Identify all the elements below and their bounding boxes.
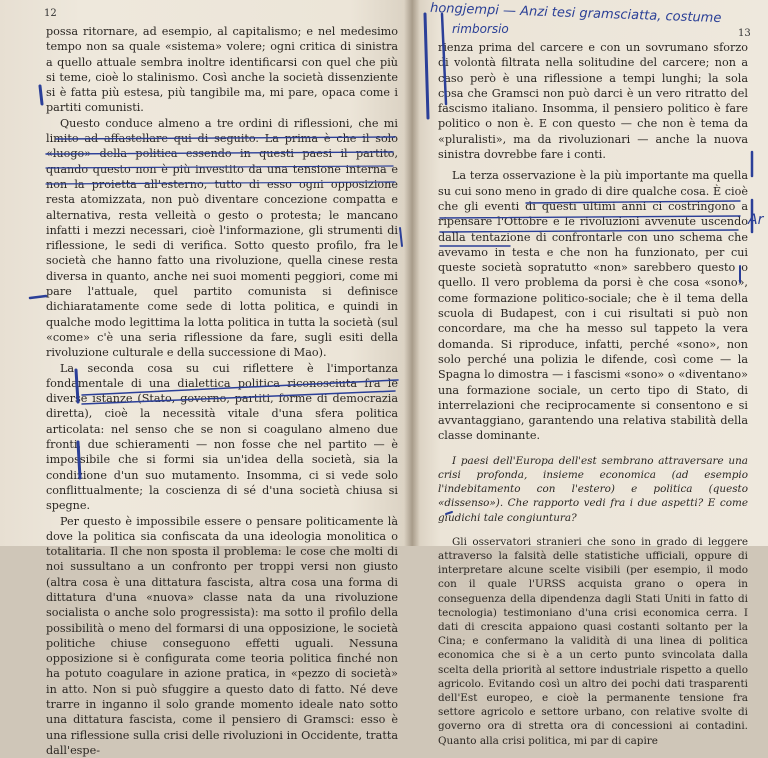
paragraph: La terza osservazione è la più importante ma quella su cui sono meno in grado di dire qualche cosa. È cioè che gli eventi di questi ultimi anni ci costringono a ripensare l'Ottobre e le rivoluzioni avvenute uscendo dalla tentazione di confrontarle con uno schema che avevamo in testa e che non ha funzionato, per cui queste società sopratutto «non» sarebbero questo o quello. Il vero problema da porsi è che cosa «sono», come formazione politico-sociale; che è il tema della scuola di Budapest, con i cui risultati si può non concordare, ma che ha messo sul tappeto la vera domanda. Si riproduce, infatti, perché «sono», non solo perché una polizia le difende, così come — la Spagna lo dimostra — i fascismi «sono» o «diventano» una formazione sociale, un certo tipo di Stato, di interrelazioni che reciprocamente si consentono e si avvantaggiano, garantendo una relativa stabilità della classe dominante. [438,168,748,443]
paragraph: possa ritornare, ad esempio, al capitalismo; e nel medesimo tempo non sa quale «sistema» volere; ogni critica di sinistra a quello attuale sembra inoltre identificarsi con quel che più si teme, cioè lo stalinismo. Così anche la società dissenziente si è fatta più estesa, più tangibile ma, mi pare, opaca come i partiti comunisti. [46,24,398,116]
handwritten-margin-note: Ar [748,212,763,228]
paragraph: Questo conduce almeno a tre ordini di riflessioni, che mi limito ad affastellare qui di seguito. La prima è che il solo «luogo» della politica essendo in questi paesi il partito, quando questo non è più investito da una tensione interna e non la proietta all'esterno, tutto di esso ogni opposizione resta atomizzata, non può diventare concezione compatta e alternativa, resta velleità o gesto o protesta; le mancano infatti i mezzi necessari, cioè l'informazione, gli strumenti di riflessione, le sedi di verifica. Sotto questo profilo, fra le società che hanno fatto una rivoluzione, quella cinese resta diversa in quanto, anche nei suoi momenti peggiori, come mi pare l'attuale, quel partito comunista si definisce dichiaratamente come sede di lotta politica, e quindi in qualche modo legittima la lotta politica in tutta la società (sul «come» c'è una seria riflessione da fare, sugli esiti della rivoluzione culturale e della successione di Mao). [46,116,398,361]
right-page [412,0,768,546]
right-page-text [438,40,748,748]
left-page-text [46,24,398,758]
page-number-right: 13 [738,28,751,39]
paragraph: Per questo è impossibile essere o pensare politicamente là dove la politica sia confiscata da una ideologia monolitica o totalitaria. Il che non sposta il problema: le cose che molti di noi sussultano a un confronto per troppi versi non giusto (altra cosa è una dittatura fascista, altra cosa una forma di dittatura d'una «nuova» classe nata da una rivoluzione socialista o anche solo progressista): ma sotto il profilo della possibilità o meno del formarsi di una opposizione, le società politiche chiuse conseguono effetti uguali. Nessuna opposizione si è configurata come teoria politica finché non ha potuto coagulare in azione pratica, in «pezzo di società» in atto. Non si può sfuggire a questo dato di fatto. Né deve trarre in inganno il solo grande momento ideale nato sotto una dittatura fascista, come il pensiero di Gramsci: esso è una riflessione sulla crisi delle rivoluzioni in Occidente, tratta dall'espe- [46,514,398,758]
paragraph: La seconda cosa su cui riflettere è l'importanza fondamentale di una dialettica politica riconosciuta fra le diverse istanze (Stato, governo, partiti, forme di democrazia diretta), cioè la necessità vitale d'una sfera politica articolata: nel senso che se non si coagulano almeno due fronti, due schieramenti — non fosse che nel partito — è impossibile che si formi sia un'idea della società, sia la condizione d'un suo mutamento. Insomma, ci si vede solo conflittualmente; la coscienza di sé d'una società chiusa si spegne. [46,361,398,514]
paragraph: rienza prima del carcere e con un sovrumano sforzo di volontà filtrata nella solitudine del carcere; non a caso però è una riflessione a tempi lunghi; la sola cosa che Gramsci non può darci è un vero ritratto del fascismo italiano. Insomma, il pensiero politico è fare politico o non è. E con questo — che non è tema da «pluralisti», ma da rivoluzionari — anche la nuova sinistra dovrebbe fare i conti. [438,40,748,162]
interview-answer: Gli osservatori stranieri che sono in grado di leggere attraverso la falsità delle statistiche ufficiali, oppure di interpretare alcune scelte visibili (per esempio, il modo con il quale l'URSS acquista grano o opera in conseguenza della dipendenza dagli Stati Uniti in fatto di tecnologia) testimoniano d'una crisi economica cerra. I dati di crescita appaiono quasi costanti soltanto per la Cina; e confermano la validità di una linea di politica economica che si è a un certo punto svincolata dalla scelta della priorità al settore industriale rispetto a quello agricolo. Evitando così un altro dei pochi dati trasparenti dell'Est europeo, e cioè la permanente tensione fra settore agricolo e settore urbano, con relative svolte di governo ora di stretta ora di concessioni ai contadini. Quanto alla crisi politica, mi par di capire [438,535,748,748]
interview-question: I paesi dell'Europa dell'est sembrano attraversare una crisi profonda, insieme economica (ad esempio l'indebitamento con l'estero) e politica (questo «dissenso»). Che rapporto vedi fra i due aspetti? E come giudichi tale congiuntura? [438,454,748,525]
left-page [0,0,412,546]
book-gutter [404,0,420,546]
page-number-left: 12 [44,8,57,19]
handwritten-top-note: hongjempi — Anzi tesi gramsciatta, costume [430,1,722,26]
handwritten-top-note-line2: rimborsio [452,22,509,36]
